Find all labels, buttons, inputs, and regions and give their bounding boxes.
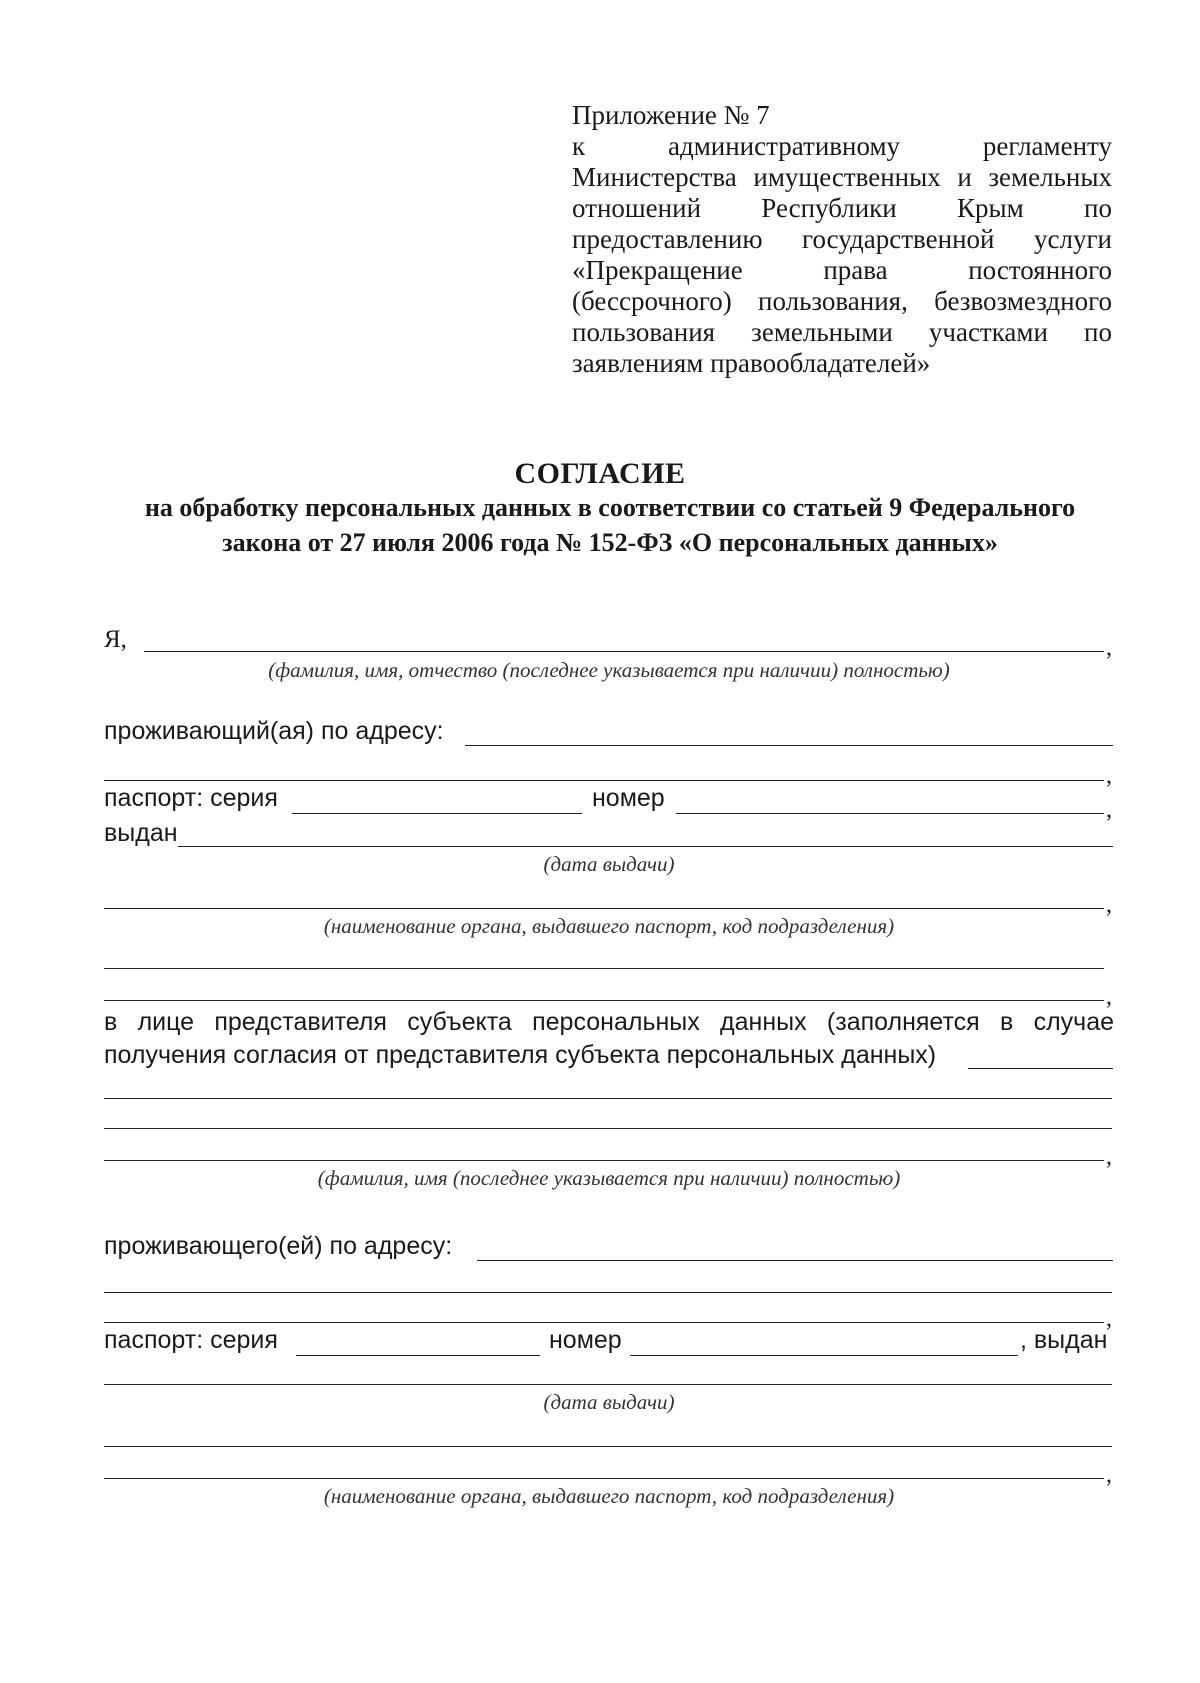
comma: , [1106,892,1112,918]
appendix-line: (бессрочного) пользования, безвозмездного [572,286,1112,316]
appendix-header [572,100,1112,379]
fio-field[interactable] [144,651,1104,652]
address-field[interactable] [465,745,1113,746]
extra-field[interactable] [104,968,1104,969]
appendix-line: отношений Республики Крым по [572,193,1112,223]
representative-field[interactable] [968,1068,1113,1069]
extra-field-line2[interactable] [104,1000,1104,1001]
rep-issuer-field-line2[interactable] [104,1478,1104,1479]
rep-passport-number-label: номер [549,1326,622,1354]
issuer-hint: (наименование органа, выдавшего паспорт, код подразделения) [323,914,895,938]
appendix-line: Министерства имущественных и земельных [572,162,1112,192]
issued-label: выдан [104,819,178,847]
rep-address-field-line2[interactable] [104,1292,1112,1293]
comma: , [1106,1462,1112,1488]
rep-issuer-hint: (наименование органа, выдавшего паспорт, код подразделения) [323,1484,895,1508]
issuer-field[interactable] [104,908,1104,909]
comma: , [1106,635,1112,661]
appendix-number: Приложение № 7 [572,100,770,130]
representative-intro [104,1006,1114,1072]
appendix-line: «Прекращение права постоянного [572,255,1112,285]
fio-hint: (фамилия, имя, отчество (последнее указывается при наличии) полностью) [268,658,950,682]
rep-issue-date-field[interactable] [104,1384,1112,1385]
document-subtitle: на обработку персональных данных в соответствии со статьей 9 Федерального закона от 27 июля 2006 года № 152-ФЗ «О персональных данных» [144,493,1076,557]
address-label: проживающий(ая) по адресу: [104,717,444,745]
representative-field-line2[interactable] [104,1098,1112,1099]
representative-fio-hint: (фамилия, имя (последнее указывается при наличии) полностью) [317,1166,901,1190]
rep-address-field-line3[interactable] [104,1322,1104,1323]
passport-series-label: паспорт: серия [104,784,278,812]
comma: , [1106,984,1112,1010]
rep-issue-date-hint: (дата выдачи) [543,1390,675,1414]
comma: , [1106,763,1112,789]
appendix-line: к административному регламенту [572,131,1112,161]
appendix-line: заявлениям правообладателей» [572,348,931,378]
address-field-line2[interactable] [104,780,1104,781]
comma: , [1106,797,1112,823]
rep-passport-series-label: паспорт: серия [104,1326,278,1354]
appendix-line: пользования земельными участками по [572,317,1112,347]
representative-field-line4[interactable] [104,1160,1104,1161]
rep-address-field[interactable] [477,1260,1113,1261]
passport-series-field[interactable] [292,813,582,814]
passport-number-field[interactable] [676,813,1104,814]
document-title: СОГЛАСИЕ [514,457,686,490]
rep-passport-series-field[interactable] [296,1355,540,1356]
rep-issuer-field[interactable] [104,1446,1112,1447]
representative-intro-text: в лице представителя субъекта персональных данных (заполняется в случае получения согласия от представителя субъекта персональных данных) [104,1008,1114,1069]
passport-number-label: номер [592,784,665,812]
i-label: Я, [104,626,127,653]
issue-date-hint: (дата выдачи) [543,852,675,876]
comma: , [1106,1306,1112,1332]
comma: , [1106,1144,1112,1170]
appendix-line: предоставлению государственной услуги [572,224,1112,254]
rep-address-label: проживающего(ей) по адресу: [104,1232,453,1260]
issue-date-field[interactable] [178,846,1113,847]
representative-field-line3[interactable] [104,1128,1112,1129]
rep-issued-label: , выдан [1020,1326,1108,1354]
rep-passport-number-field[interactable] [630,1355,1018,1356]
